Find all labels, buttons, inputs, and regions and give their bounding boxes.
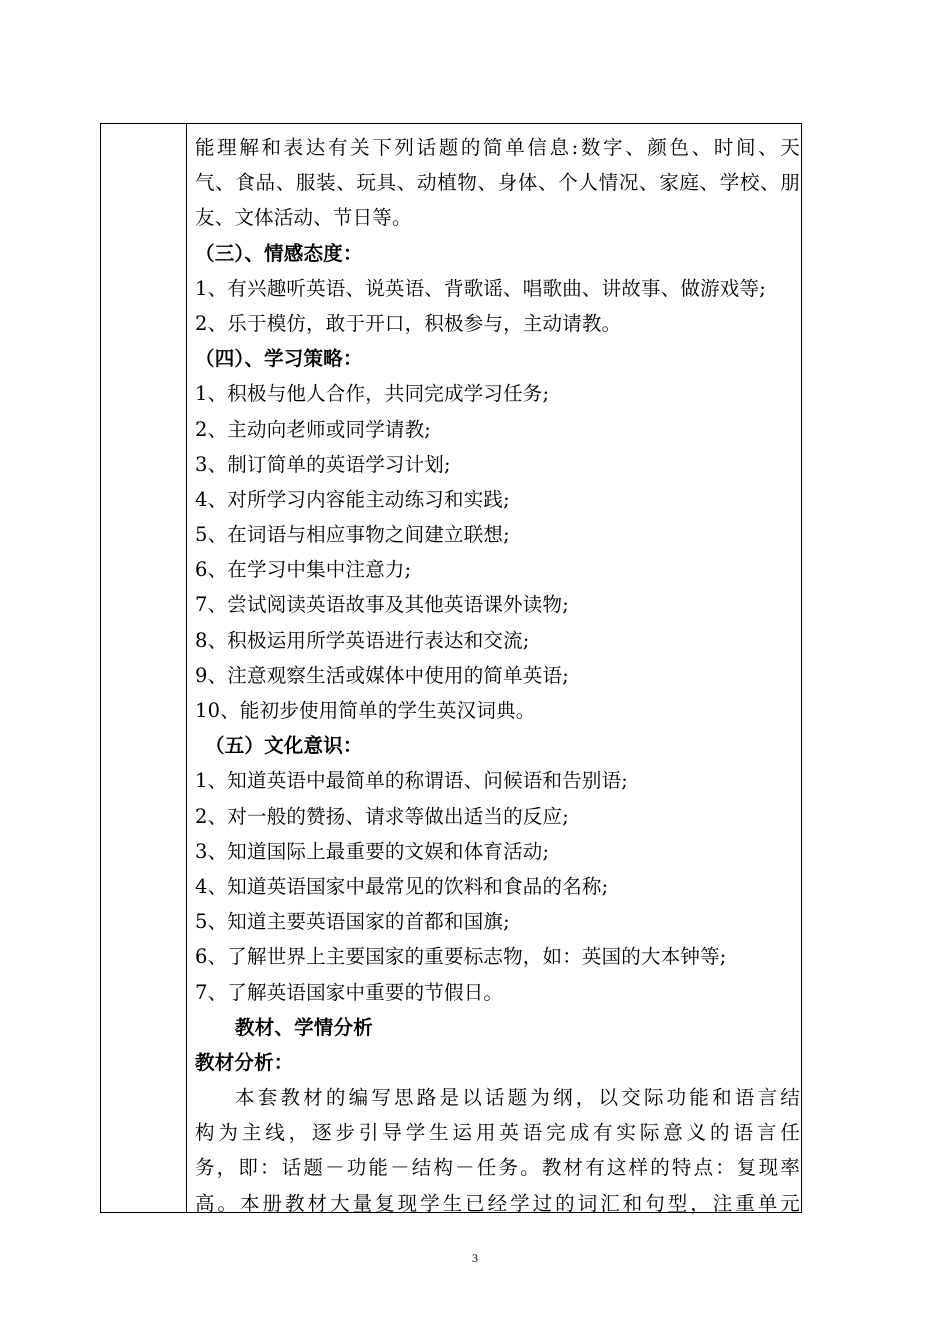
list-item: 5、在词语与相应事物之间建立联想; [195,523,510,547]
list-item: 4、对所学习内容能主动练习和实践; [195,487,510,511]
analysis-heading: 教材、学情分析 [235,1015,373,1039]
list-item: 1、积极与他人合作，共同完成学习任务; [195,382,550,406]
list-item: 6、了解世界上主要国家的重要标志物，如：英国的大本钟等; [195,945,727,969]
paragraph-line: 本套教材的编写思路是以话题为纲，以交际功能和语言结 [235,1086,800,1110]
list-item: 2、乐于模仿，敢于开口，积极参与，主动请教。 [195,311,622,335]
list-item: 10、能初步使用简单的学生英汉词典。 [195,699,536,722]
list-item: 3、制订简单的英语学习计划; [195,452,451,476]
content-cell [195,130,800,1221]
intro-line: 能理解和表达有关下列话题的简单信息:数字、颜色、时间、天 [195,136,800,159]
list-item: 8、积极运用所学英语进行表达和交流; [195,628,530,652]
paragraph-line: 务，即：话题－功能－结构－任务。教材有这样的特点：复现率 [195,1156,800,1180]
list-item: 3、知道国际上最重要的文娱和体育活动; [195,839,550,863]
section5-heading: （五）文化意识： [205,734,363,758]
paragraph-line: 高。本册教材大量复现学生已经学过的词汇和句型，注重单元 [195,1191,800,1215]
paragraph-line: 构为主线，逐步引导学生运用英语完成有实际意义的语言任 [195,1121,800,1145]
list-item: 2、对一般的赞扬、请求等做出适当的反应; [195,804,569,828]
content-table [100,123,802,1213]
column-divider [186,124,187,1212]
list-item: 7、了解英语国家中重要的节假日。 [195,980,504,1004]
section3-heading: （三）、情感态度： [195,241,363,265]
list-item: 4、知道英语国家中最常见的饮料和食品的名称; [195,874,609,898]
intro-line: 气、食品、服装、玩具、动植物、身体、个人情况、家庭、学校、朋 [195,171,800,195]
list-item: 1、有兴趣听英语、说英语、背歌谣、唱歌曲、讲故事、做游戏等; [195,276,766,300]
section4-heading: （四）、学习策略： [195,347,363,371]
list-item: 6、在学习中集中注意力; [195,558,412,582]
intro-line: 友、文体活动、节日等。 [195,206,412,230]
textbook-heading: 教材分析： [195,1050,294,1074]
list-item: 9、注意观察生活或媒体中使用的简单英语; [195,663,569,687]
list-item: 1、知道英语中最简单的称谓语、问候语和告别语; [195,769,629,793]
list-item: 2、主动向老师或同学请教; [195,417,432,441]
page-number: 3 [472,1251,478,1265]
list-item: 7、尝试阅读英语故事及其他英语课外读物; [195,593,569,617]
list-item: 5、知道主要英语国家的首都和国旗; [195,910,510,934]
